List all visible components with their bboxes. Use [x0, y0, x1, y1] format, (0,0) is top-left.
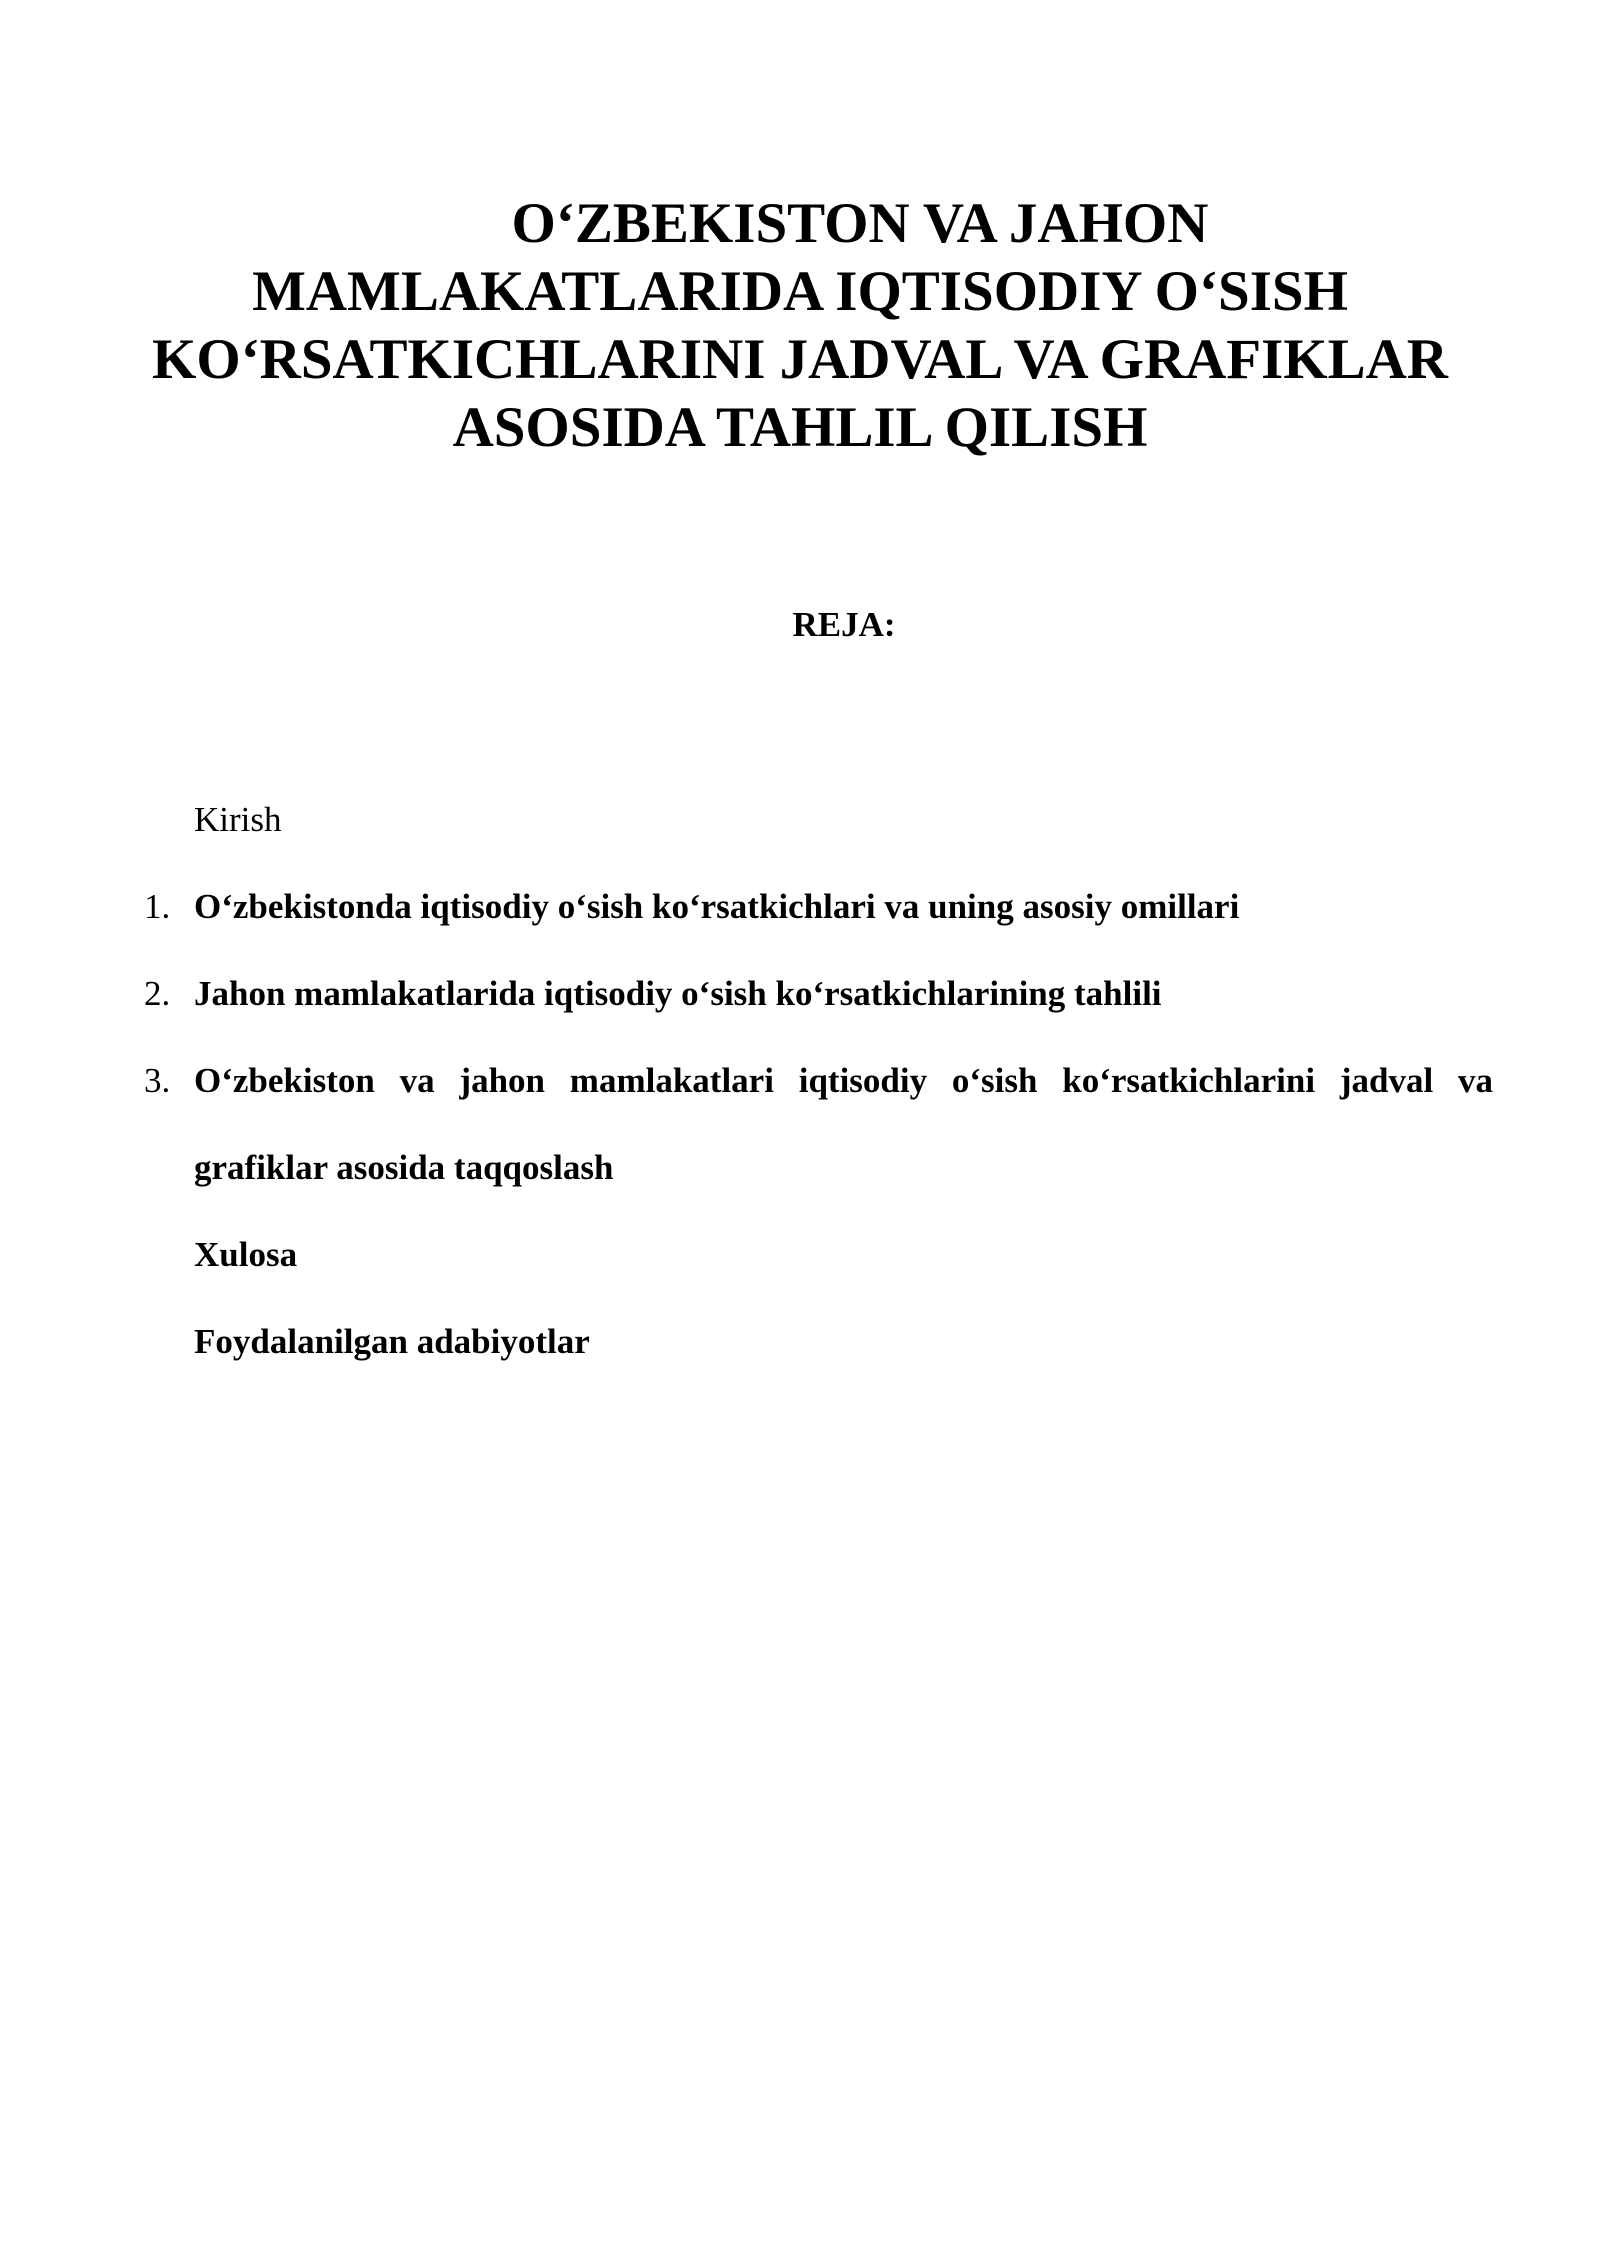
- toc-item-label: O‘zbekiston va jahon mamlakatlari iqtisodiy o‘sish ko‘rsatkichlarini jadval va grafiklar asosida taqqoslash: [194, 1061, 1493, 1187]
- toc-item-2: [0, 950, 1600, 1037]
- toc-intro: [0, 776, 1600, 863]
- toc-intro-label: Kirish: [194, 800, 282, 839]
- toc-item-1: [0, 863, 1600, 950]
- toc-item-3: [0, 1037, 1600, 1211]
- toc-item-label: Jahon mamlakatlarida iqtisodiy o‘sish ko‘rsatkichlarining tahlili: [194, 974, 1162, 1013]
- toc-references: [0, 1298, 1600, 1385]
- title-line: O‘ZBEKISTON VA JAHON: [511, 192, 1209, 255]
- toc-conclusion: [0, 1211, 1600, 1298]
- toc-item-number: 2.: [144, 974, 171, 1013]
- toc-item-label: O‘zbekistonda iqtisodiy o‘sish ko‘rsatkichlari va uning asosiy omillari: [194, 887, 1240, 926]
- toc-references-label: Foydalanilgan adabiyotlar: [194, 1322, 590, 1361]
- title-line: MAMLAKATLARIDA IQTISODIY O‘SISH: [252, 260, 1348, 323]
- document-title: [100, 190, 1500, 462]
- toc-conclusion-label: Xulosa: [194, 1235, 298, 1274]
- table-of-contents: [0, 776, 1600, 1385]
- toc-item-number: 1.: [144, 887, 171, 926]
- plan-heading: REJA:: [792, 605, 896, 644]
- toc-item-number: 3.: [144, 1061, 171, 1100]
- title-line: KO‘RSATKICHLARINI JADVAL VA GRAFIKLAR: [152, 328, 1448, 391]
- title-line: ASOSIDA TAHLIL QILISH: [452, 396, 1148, 459]
